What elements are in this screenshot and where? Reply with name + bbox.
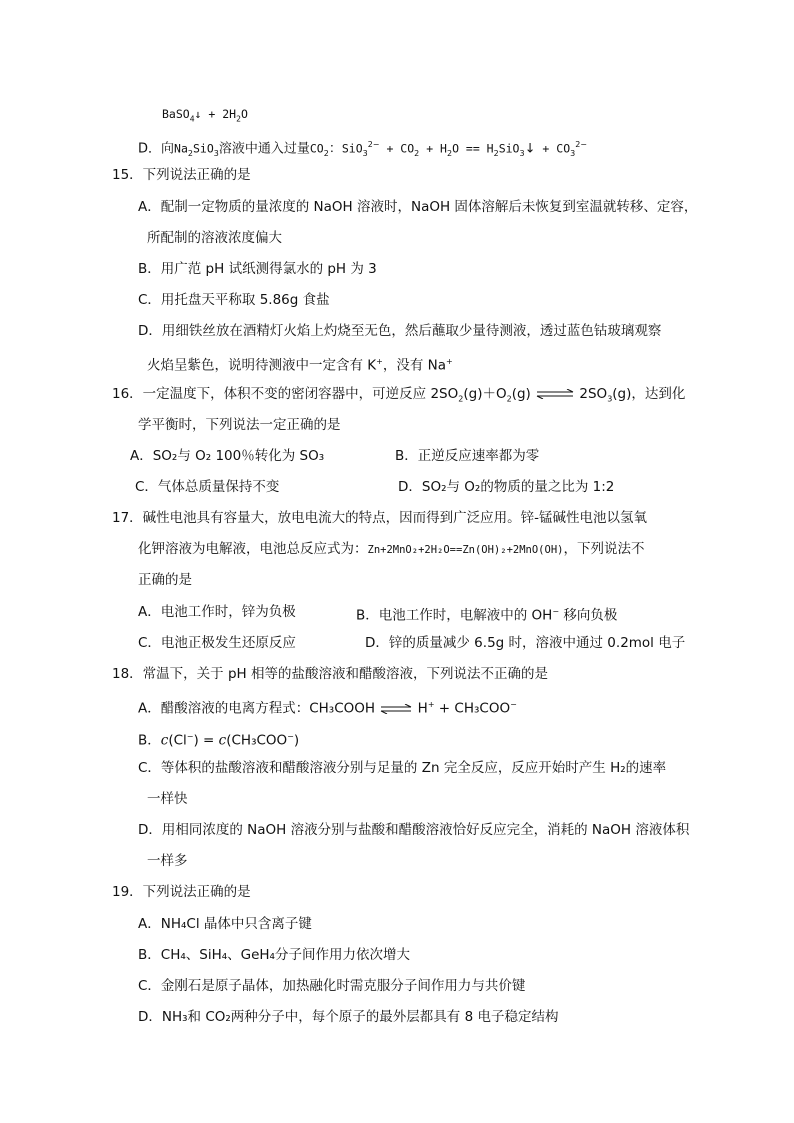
option-c-continuation: BaSO$_4$↓ + $2H_2O$ (162, 107, 248, 124)
q15-option-c: C．用托盘天平称取 5.86g 食盐 (138, 292, 330, 308)
q18-stem: 18．常温下，关于 pH 相等的盐酸溶液和醋酸溶液，下列说法不正确的是 (112, 666, 548, 682)
q17-option-b: B．电池工作时，电解液中的 OH− 移向负极 (356, 607, 618, 624)
q15-stem: 15．下列说法正确的是 (112, 167, 251, 183)
q16-option-a: A．SO₂与 O₂ 100％转化为 SO₃ (130, 448, 325, 464)
q14-option-d: D．向$Na_2SiO_3$溶液中通入过量$CO_2$：$SiO_3^{2-} + CO_2 + H_2O$ == $H_2SiO_3↓ + CO_3^{2-}$ (138, 140, 588, 158)
q17-option-c: C．电池正极发生还原反应 (138, 635, 296, 651)
q19-option-a: A．NH₄Cl 晶体中只含离子键 (138, 916, 312, 932)
q17-stem-line1: 17．碱性电池具有容量大，放电电流大的特点，因而得到广泛应用。锌-锰碱性电池以氢氧 (112, 510, 648, 526)
q18-option-b: B．c(Cl−) = c(CH₃COO−) (138, 732, 300, 749)
q18-option-c-line2: 一样快 (147, 791, 188, 807)
q15-option-d-line2: 火焰呈紫色，说明待测液中一定含有 K+，没有 Na+ (147, 357, 453, 374)
q18-option-c-line1: C．等体积的盐酸溶液和醋酸溶液分别与足量的 Zn 完全反应，反应开始时产生 H₂的速率 (138, 760, 667, 776)
q17-option-d: D．锌的质量减少 6.5g 时，溶液中通过 0.2mol 电子 (365, 635, 686, 651)
q16-stem-line1: 16．一定温度下，体积不变的密闭容器中，可逆反应 $2SO_2(g)+O_2(g)$ $2SO_3(g)$，达到化 (112, 386, 686, 404)
q19-stem: 19．下列说法正确的是 (112, 884, 251, 900)
q19-option-d: D．NH₃和 CO₂两种分子中，每个原子的最外层都具有 8 电子稳定结构 (138, 1009, 559, 1025)
q16-option-c: C．气体总质量保持不变 (135, 479, 280, 495)
q17-option-a: A．电池工作时，锌为负极 (138, 604, 296, 620)
q18-option-d-line2: 一样多 (147, 853, 188, 869)
q16-stem-line2: 学平衡时，下列说法一定正确的是 (138, 417, 341, 433)
reversible-arrow-icon (379, 704, 413, 714)
reversible-arrow-icon (535, 389, 575, 399)
q15-option-a-line2: 所配制的溶液浓度偏大 (147, 230, 282, 246)
q15-option-d-line1: D．用细铁丝放在酒精灯火焰上灼烧至无色，然后蘸取少量待测液，透过蓝色钴玻璃观察 (138, 323, 662, 339)
q15-option-a-line1: A．配制一定物质的量浓度的 NaOH 溶液时，NaOH 固体溶解后未恢复到室温就转移、定容， (138, 199, 698, 215)
q16-option-b: B．正逆反应速率都为零 (395, 448, 540, 464)
q19-option-c: C．金刚石是原子晶体，加热融化时需克服分子间作用力与共价键 (138, 978, 526, 994)
q18-option-a: A．醋酸溶液的电离方程式：CH₃COOH H+ + CH₃COO− (138, 700, 517, 717)
q17-stem-line3: 正确的是 (138, 572, 192, 588)
q19-option-b: B．CH₄、SiH₄、GeH₄分子间作用力依次增大 (138, 947, 410, 963)
q16-option-d: D．SO₂与 O₂的物质的量之比为 1:2 (398, 479, 615, 495)
q18-option-d-line1: D．用相同浓度的 NaOH 溶液分别与盐酸和醋酸溶液恰好反应完全，消耗的 NaOH 溶液体积 (138, 822, 690, 838)
q15-option-b: B．用广范 pH 试纸测得氯水的 pH 为 3 (138, 261, 377, 277)
q17-stem-line2: 化钾溶液为电解液，电池总反应式为：Zn+2MnO₂+2H₂O==Zn(OH)₂+2MnO(OH)，下列说法不 (138, 541, 645, 557)
